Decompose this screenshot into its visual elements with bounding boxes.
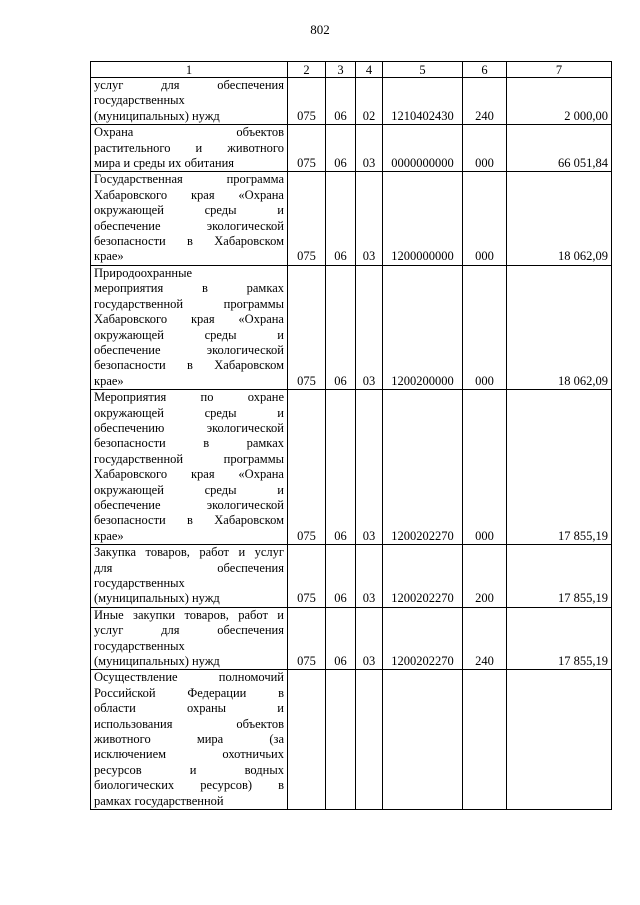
code-expense-type: [463, 670, 507, 810]
description-line: обеспечение экологической: [94, 497, 284, 512]
description-line: безопасности в Хабаровском: [94, 358, 284, 373]
code-section: 06: [326, 172, 356, 265]
description-line: окружающей среды и: [94, 203, 284, 218]
code-target-article: 0000000000: [383, 125, 463, 172]
amount: [507, 670, 612, 810]
description-line: (муниципальных) нужд: [94, 654, 220, 669]
description-line: Закупка товаров, работ и услуг: [94, 545, 284, 560]
header-col-2: 2: [288, 62, 326, 78]
amount: 17 855,19: [507, 607, 612, 670]
code-subsection: 03: [356, 545, 383, 608]
description-line: крае»: [94, 249, 124, 264]
description-line: растительного и животного: [94, 140, 284, 155]
description-line: биологических ресурсов) в: [94, 778, 284, 793]
header-col-4: 4: [356, 62, 383, 78]
code-expense-type: 240: [463, 78, 507, 125]
code-target-article: 1210402430: [383, 78, 463, 125]
description-line: окружающей среды и: [94, 405, 284, 420]
header-col-7: 7: [507, 62, 612, 78]
header-col-1: 1: [91, 62, 288, 78]
code-expense-type: 000: [463, 390, 507, 545]
description-line: государственной программы: [94, 296, 284, 311]
row-description: [91, 172, 288, 265]
code-ministry: 075: [288, 172, 326, 265]
description-line: Охрана объектов: [94, 125, 284, 140]
code-expense-type: 200: [463, 545, 507, 608]
amount: 66 051,84: [507, 125, 612, 172]
description-line: (муниципальных) нужд: [94, 108, 220, 123]
code-section: 06: [326, 78, 356, 125]
description-line: для обеспечения: [94, 560, 284, 575]
table-row: [91, 607, 612, 670]
table-row: [91, 125, 612, 172]
amount: 18 062,09: [507, 265, 612, 389]
description-line: безопасности в Хабаровском: [94, 234, 284, 249]
code-expense-type: 240: [463, 607, 507, 670]
description-line: государственной программы: [94, 451, 284, 466]
description-line: Российской Федерации в: [94, 685, 284, 700]
code-ministry: 075: [288, 390, 326, 545]
code-target-article: 1200200000: [383, 265, 463, 389]
code-section: [326, 670, 356, 810]
description-line: области охраны и: [94, 701, 284, 716]
amount: 18 062,09: [507, 172, 612, 265]
code-subsection: 03: [356, 125, 383, 172]
table-row: [91, 172, 612, 265]
code-section: 06: [326, 125, 356, 172]
code-section: 06: [326, 545, 356, 608]
amount: 17 855,19: [507, 545, 612, 608]
row-description: [91, 670, 288, 810]
description-line: Государственная программа: [94, 172, 284, 187]
row-description: [91, 545, 288, 608]
code-section: 06: [326, 265, 356, 389]
code-ministry: 075: [288, 265, 326, 389]
code-ministry: 075: [288, 125, 326, 172]
header-row: [91, 62, 612, 78]
description-line: рамках государственной: [94, 793, 224, 808]
description-line: безопасности в Хабаровском: [94, 513, 284, 528]
table-row: [91, 670, 612, 810]
code-subsection: [356, 670, 383, 810]
table-row: [91, 265, 612, 389]
code-target-article: 1200000000: [383, 172, 463, 265]
description-line: (муниципальных) нужд: [94, 591, 220, 606]
description-line: Хабаровского края «Охрана: [94, 467, 284, 482]
description-line: услуг для обеспечения: [94, 78, 284, 92]
code-ministry: 075: [288, 607, 326, 670]
row-description: [91, 265, 288, 389]
description-line: Иные закупки товаров, работ и: [94, 607, 284, 622]
description-line: услуг для обеспечения: [94, 623, 284, 638]
description-line: крае»: [94, 373, 124, 388]
amount: 2 000,00: [507, 78, 612, 125]
description-line: окружающей среды и: [94, 327, 284, 342]
row-description: [91, 390, 288, 545]
code-subsection: 03: [356, 265, 383, 389]
description-line: Мероприятия по охране: [94, 390, 284, 405]
description-line: мероприятия в рамках: [94, 281, 284, 296]
description-line: Осуществление полномочий: [94, 670, 284, 685]
description-line: обеспечение экологической: [94, 342, 284, 357]
header-col-5: 5: [383, 62, 463, 78]
header-col-3: 3: [326, 62, 356, 78]
code-target-article: 1200202270: [383, 390, 463, 545]
description-line: государственных: [94, 638, 185, 653]
row-description: [91, 78, 288, 125]
table-body: [91, 78, 612, 810]
code-target-article: [383, 670, 463, 810]
description-line: использования объектов: [94, 716, 284, 731]
table-row: [91, 545, 612, 608]
code-ministry: 075: [288, 78, 326, 125]
description-line: крае»: [94, 528, 124, 543]
code-section: 06: [326, 390, 356, 545]
amount: 17 855,19: [507, 390, 612, 545]
description-line: ресурсов и водных: [94, 762, 284, 777]
code-subsection: 03: [356, 607, 383, 670]
code-subsection: 03: [356, 390, 383, 545]
row-description: [91, 125, 288, 172]
code-ministry: [288, 670, 326, 810]
table-row: [91, 390, 612, 545]
code-ministry: 075: [288, 545, 326, 608]
description-line: мира и среды их обитания: [94, 156, 235, 171]
description-line: обеспечению экологической: [94, 420, 284, 435]
description-line: Хабаровского края «Охрана: [94, 187, 284, 202]
row-description: [91, 607, 288, 670]
code-expense-type: 000: [463, 172, 507, 265]
code-subsection: 02: [356, 78, 383, 125]
header-col-6: 6: [463, 62, 507, 78]
description-line: исключением охотничьих: [94, 747, 284, 762]
budget-table: [90, 61, 612, 810]
description-line: государственных: [94, 576, 185, 590]
code-section: 06: [326, 607, 356, 670]
table-row: [91, 78, 612, 125]
code-expense-type: 000: [463, 125, 507, 172]
description-line: безопасности в рамках: [94, 436, 284, 451]
code-expense-type: 000: [463, 265, 507, 389]
code-subsection: 03: [356, 172, 383, 265]
description-line: Природоохранные: [94, 265, 193, 280]
page-number: 802: [310, 22, 330, 37]
description-line: Хабаровского края «Охрана: [94, 312, 284, 327]
code-target-article: 1200202270: [383, 545, 463, 608]
description-line: окружающей среды и: [94, 482, 284, 497]
description-line: государственных: [94, 93, 185, 108]
code-target-article: 1200202270: [383, 607, 463, 670]
description-line: животного мира (за: [94, 732, 284, 747]
description-line: обеспечение экологической: [94, 218, 284, 233]
